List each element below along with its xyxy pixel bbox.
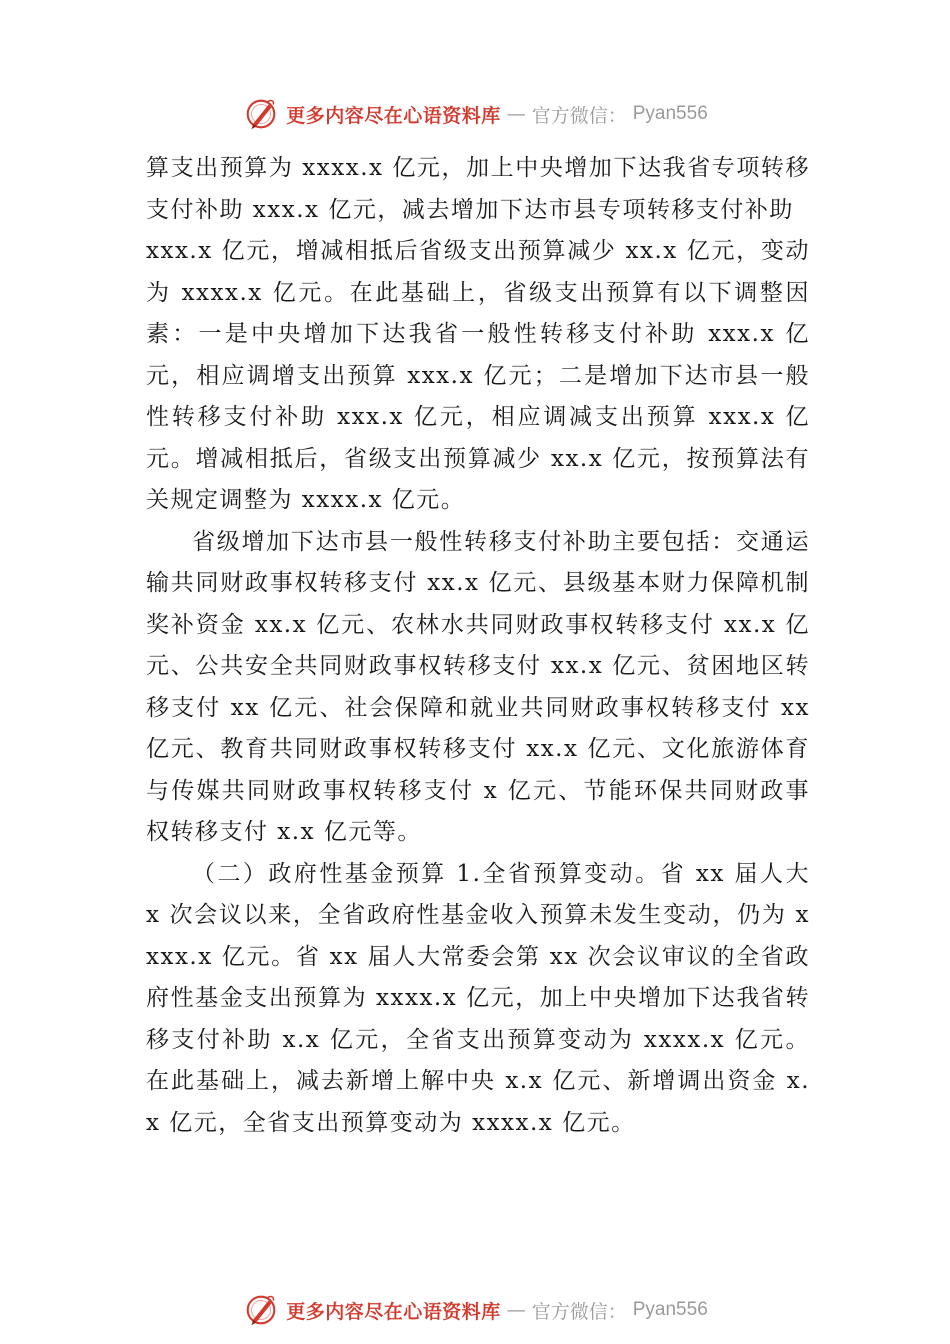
- pen-logo-icon: [242, 95, 280, 133]
- header-banner: [0, 94, 950, 134]
- official-label: 官方微信：: [531, 104, 627, 127]
- brand-text: 更多内容尽在心语资料库: [286, 104, 501, 127]
- wechat-id: Pyan556: [632, 103, 708, 124]
- paragraph-fund-budget: （二）政府性基金预算 1.全省预算变动。省 xx 届人大 x 次会议以来，全省政府性基金收入预算未发生变动，仍为 xxxx.x 亿元。省 xx 届人大常委会第 xx 次会议审议的全省政府性基金支出预算为 xxxx.x 亿元，加上中央增加下达我省转移支付补助 x.x 亿元，全省支出预算变动为 xxxx.x 亿元。在此基础上，减去新增上解中央 x.x 亿元、新增调出资金 x.x 亿元，全省支出预算变动为 xxxx.x 亿元。: [146, 860, 810, 1136]
- pen-logo-icon: [242, 1291, 280, 1329]
- paragraph-continuation: 算支出预算为 xxxx.x 亿元，加上中央增加下达我省专项转移支付补助 xxx.x 亿元，减去增加下达市县专项转移支付补助: [146, 155, 810, 223]
- official-label: 官方微信：: [531, 1300, 627, 1323]
- wechat-id: Pyan556: [632, 1299, 708, 1320]
- banner-dash: —: [506, 1299, 526, 1321]
- footer-banner: [0, 1290, 950, 1330]
- paragraph-transfer-details: 省级增加下达市县一般性转移支付补助主要包括：交通运输共同财政事权转移支付 xx.x 亿元、县级基本财力保障机制奖补资金 xx.x 亿元、农林水共同财政事权转移支付 xx.x 亿元、公共安全共同财政事权转移支付 xx.x 亿元、贫困地区转移支付 xx 亿元、社会保障和就业共同财政事权转移支付 xx 亿元、教育共同财政事权转移支付 xx.x 亿元、文化旅游体育与传媒共同财政事权转移支付 x 亿元、节能环保共同财政事权转移支付 x.x 亿元等。: [146, 528, 810, 845]
- document-body: [146, 148, 810, 1144]
- brand-text: 更多内容尽在心语资料库: [286, 1300, 501, 1323]
- banner-dash: —: [506, 103, 526, 125]
- paragraph-continuation-2: xxx.x 亿元，增减相抵后省级支出预算减少 xx.x 亿元，变动为 xxxx.x 亿元。在此基础上，省级支出预算有以下调整因素：一是中央增加下达我省一般性转移支付补助 xxx.x 亿元，相应调增支出预算 xxx.x 亿元；二是增加下达市县一般性转移支付补助 xxx.x 亿元，相应调减支出预算 xxx.x 亿元。增减相抵后，省级支出预算减少 xx.x 亿元，按预算法有关规定调整为 xxxx.x 亿元。: [146, 238, 810, 513]
